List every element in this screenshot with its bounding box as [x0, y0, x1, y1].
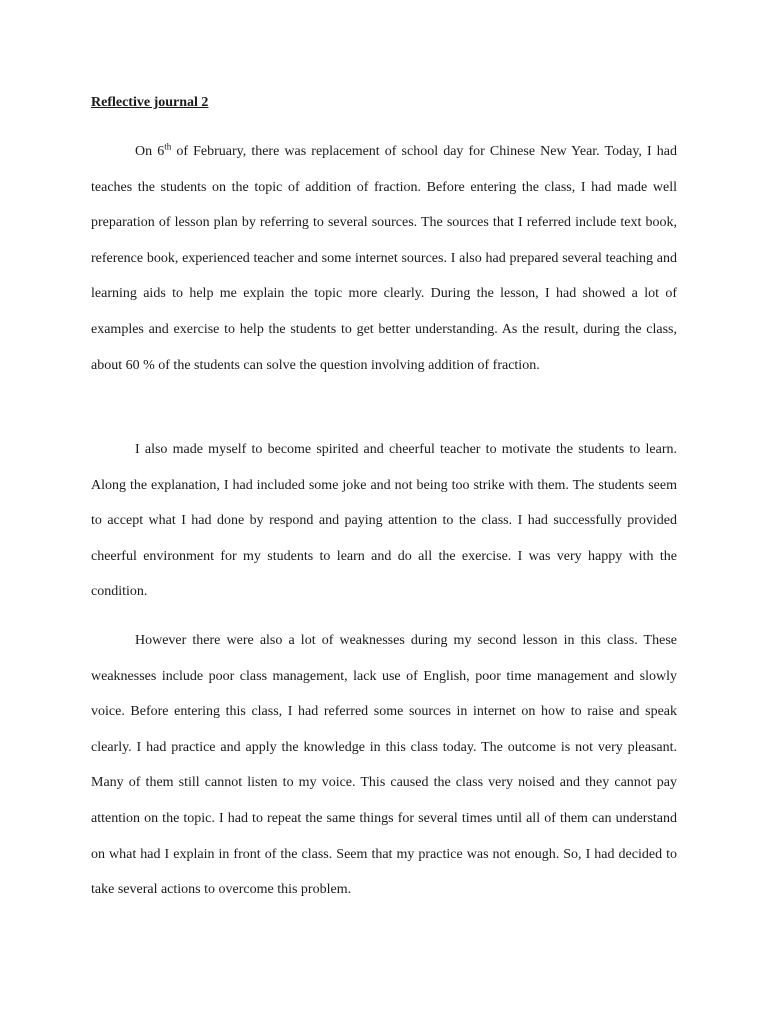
paragraph-1 [91, 134, 677, 383]
paragraph-3: However there were also a lot of weaknesses during my second lesson in this class. These weaknesses include poor class management, lack use of English, poor time management and slowly voice. Before entering this class, I had referred some sources in internet on how to raise and speak clearly. I had practice and apply the knowledge in this class today. The outcome is not very pleasant. Many of them still cannot listen to my voice. This caused the class very noised and they cannot pay attention on the topic. I had to repeat the same things for several times until all of them can understand on what had I explain in front of the class. Seem that my practice was not enough. So, I had decided to take several actions to overcome this problem. [91, 633, 677, 898]
date-ordinal-superscript: th [164, 141, 172, 152]
paragraph-1-lead: On 6 [135, 144, 165, 159]
document-title: Reflective journal 2 [91, 95, 209, 110]
paragraph-2: I also made myself to become spirited and cheerful teacher to motivate the students to learn. Along the explanation, I had included some joke and not being too strike with them. The students seem to accept what I had done by respond and paying attention to the class. I had successfully provided cheerful environment for my students to learn and do all the exercise. I was very happy with the condition. [91, 442, 677, 600]
paragraph-1-rest: of February, there was replacement of school day for Chinese New Year. Today, I had teaches the students on the topic of addition of fraction. Before entering the class, I had made well preparation of lesson plan by referring to several sources. The sources that I referred include text book, reference book, experienced teacher and some internet sources. I also had prepared several teaching and learning aids to help me explain the topic more clearly. During the lesson, I had showed a lot of examples and exercise to help the students to get better understanding. As the result, during the class, about 60 % of the students can solve the question involving addition of fraction. [91, 144, 677, 373]
